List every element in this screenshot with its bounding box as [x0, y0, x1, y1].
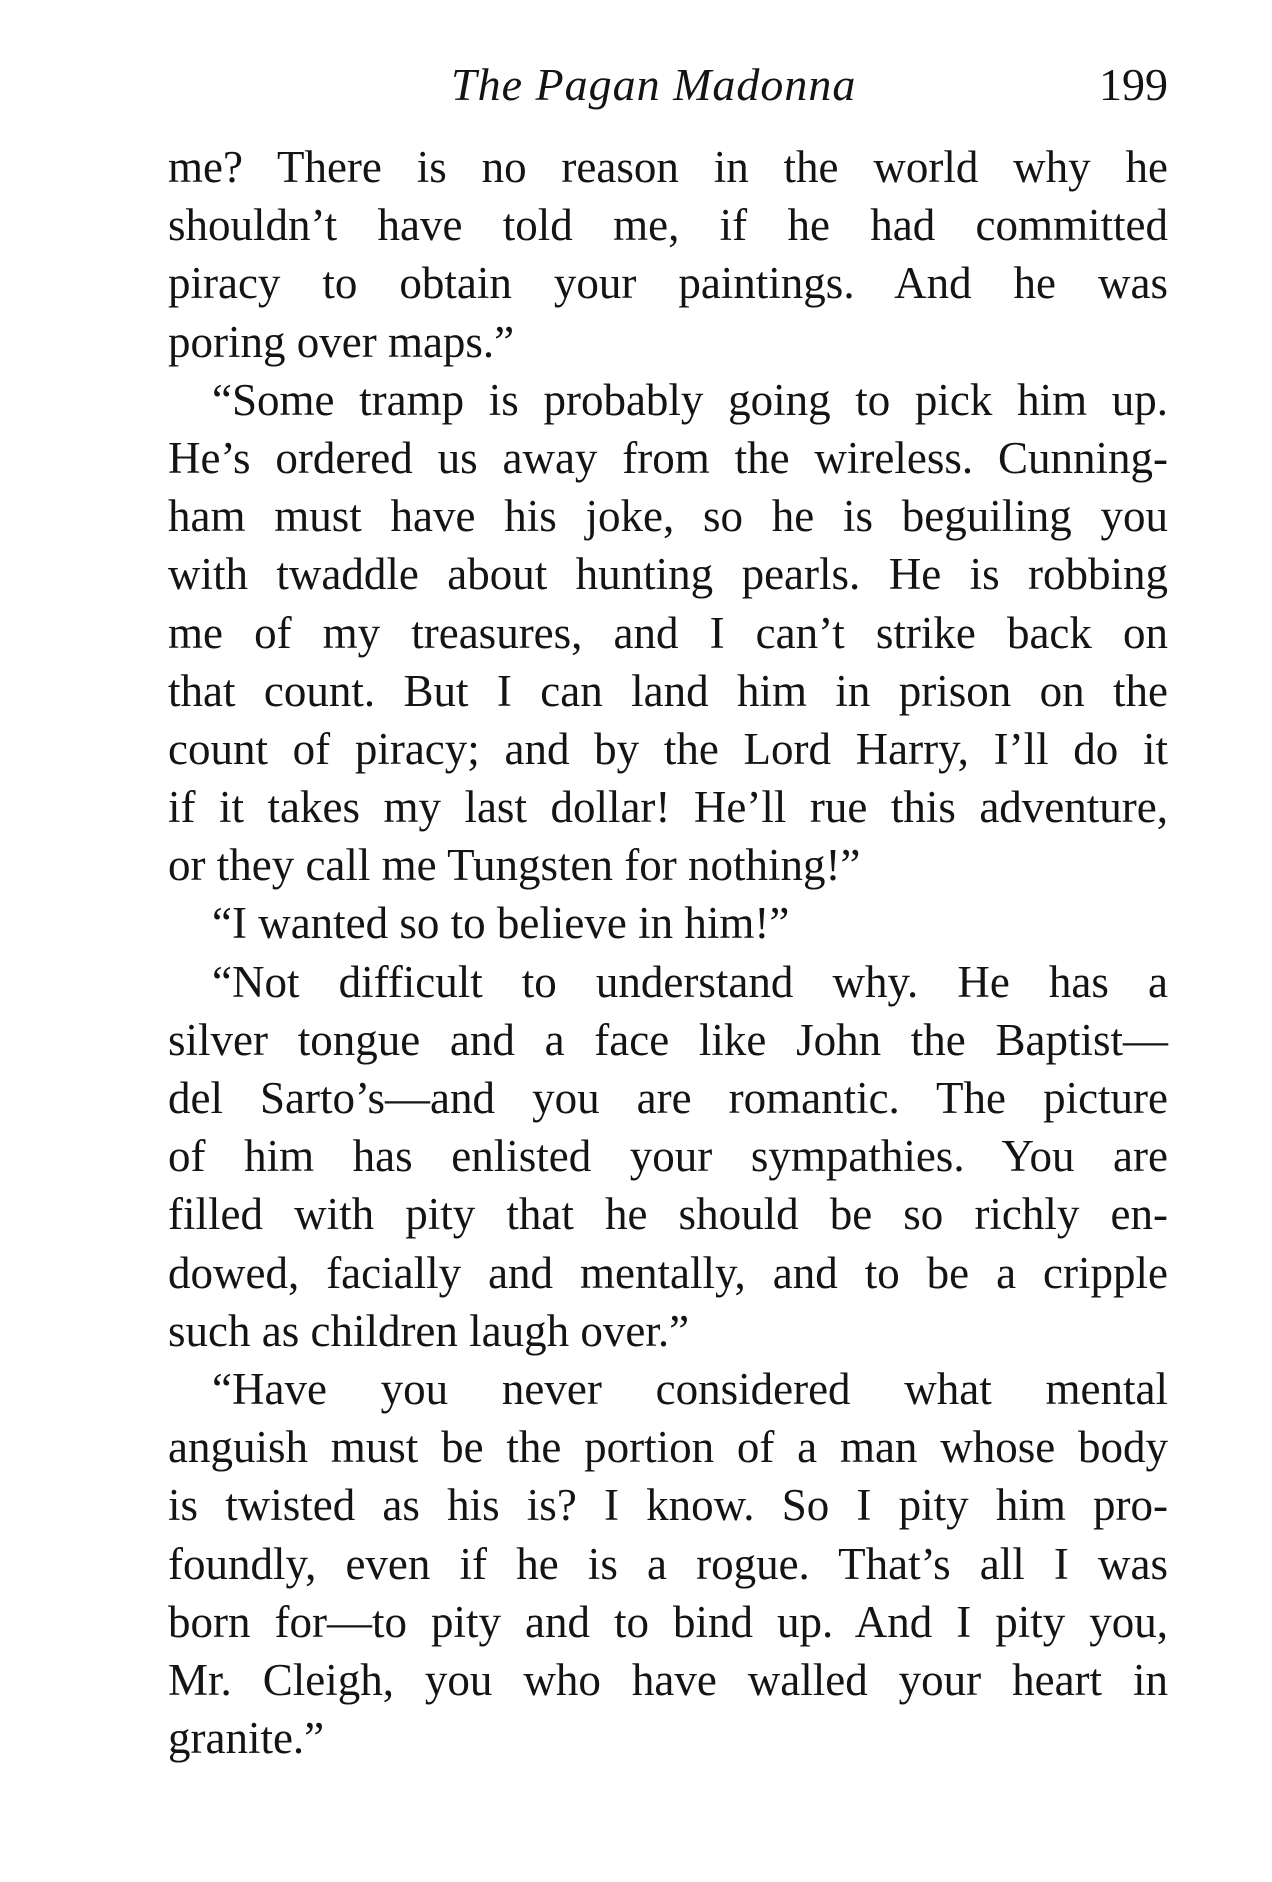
text-line: such as children laugh over.”	[168, 1305, 690, 1356]
text-line: with twaddle about hunting pearls. He is robbing	[168, 549, 1168, 600]
text-line: dowed, facially and mentally, and to be a cripple	[168, 1247, 1168, 1298]
text-line: Mr. Cleigh, you who have walled your heart in	[168, 1654, 1168, 1705]
text-line: anguish must be the portion of a man whose body	[168, 1422, 1168, 1473]
body-text	[168, 138, 1168, 1767]
text-line: is twisted as his is? I know. So I pity him pro-	[168, 1480, 1168, 1531]
text-line: “I wanted so to believe in him!”	[212, 898, 790, 949]
text-line: of him has enlisted your sympathies. You are	[168, 1131, 1168, 1182]
text-line: granite.”	[168, 1713, 325, 1764]
running-title: The Pagan Madonna	[451, 59, 857, 110]
text-line: “Have you never considered what mental	[212, 1363, 1168, 1414]
text-line: that count. But I can land him in prison on the	[168, 665, 1168, 716]
text-line: piracy to obtain your paintings. And he was	[168, 258, 1168, 309]
text-line: poring over maps.”	[168, 316, 515, 367]
text-line: me of my treasures, and I can’t strike back on	[168, 607, 1168, 658]
text-line: “Not difficult to understand why. He has a	[212, 956, 1168, 1007]
text-line: born for—to pity and to bind up. And I pity you,	[168, 1596, 1168, 1647]
text-line: or they call me Tungsten for nothing!”	[168, 840, 861, 891]
page-number: 199	[1099, 59, 1168, 110]
text-line: shouldn’t have told me, if he had committed	[168, 200, 1168, 251]
text-line: silver tongue and a face like John the Baptist—	[168, 1014, 1168, 1065]
text-line: del Sarto’s—and you are romantic. The picture	[168, 1073, 1168, 1123]
text-line: filled with pity that he should be so richly en-	[168, 1189, 1168, 1240]
text-line: He’s ordered us away from the wireless. Cunning-	[168, 432, 1168, 483]
text-line: count of piracy; and by the Lord Harry, I’ll do it	[168, 723, 1168, 774]
text-line: ham must have his joke, so he is beguiling you	[168, 491, 1168, 542]
running-head	[168, 58, 1168, 118]
text-line: me? There is no reason in the world why he	[168, 142, 1168, 192]
text-line: foundly, even if he is a rogue. That’s all I was	[168, 1538, 1168, 1589]
text-line: if it takes my last dollar! He’ll rue this adventure,	[168, 782, 1168, 833]
text-line: “Some tramp is probably going to pick him up.	[212, 374, 1168, 425]
